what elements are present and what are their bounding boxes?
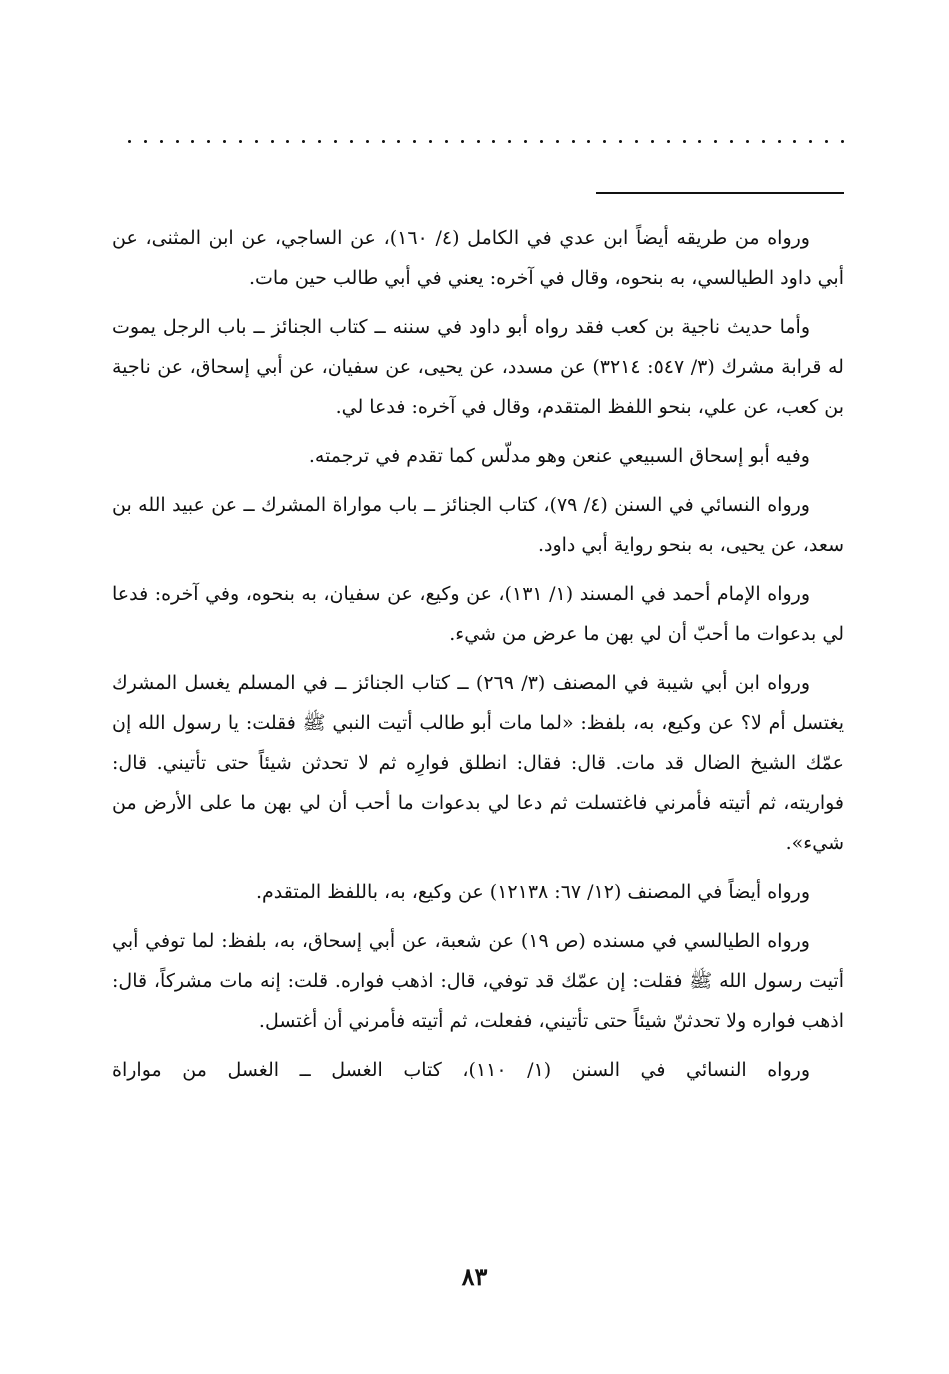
dot <box>730 140 733 143</box>
dot <box>160 140 163 143</box>
paragraph: ورواه الطيالسي في مسنده (ص ١٩) عن شعبة، عن أبي إسحاق، به، بلفظ: لما توفي أبي أتيت رسول الله ﷺ فقلت: إن عمّك قد توفي، قال: اذهب فواره. قلت: إنه مات مشركاً، قال: اذهب فواره ولا تحدثنّ شيئاً حتى تأتيني، ففعلت، ثم أتيته فأمرني أن أغتسل. <box>112 930 844 1032</box>
paragraph: ورواه النسائي في السنن (١/ ١١٠)، كتاب الغسل ــ الغسل من مواراة <box>112 1059 810 1081</box>
dot <box>841 140 844 143</box>
paragraph: ورواه أيضاً في المصنف (١٢/ ٦٧: ١٢١٣٨) عن وكيع، به، باللفظ المتقدم. <box>256 881 810 903</box>
paragraph: وأما حديث ناجية بن كعب فقد رواه أبو داود في سننه ــ كتاب الجنائز ــ باب الرجل يموت له قرابة مشرك (٣/ ٥٤٧: ٣٢١٤) عن مسدد، عن يحيى، عن سفيان، عن أبي إسحاق، عن ناجية بن كعب، عن علي، بنحو اللفظ المتقدم، وقال في آخره: فدعا لي. <box>112 316 844 418</box>
dot <box>382 140 385 143</box>
dot <box>825 140 828 143</box>
dot <box>286 140 289 143</box>
dot <box>698 140 701 143</box>
dot <box>524 140 527 143</box>
dot <box>302 140 305 143</box>
dot <box>144 140 147 143</box>
dot <box>318 140 321 143</box>
paragraph: ورواه الإمام أحمد في المسند (١/ ١٣١)، عن وكيع، عن سفيان، به بنحوه، وفي آخره: فدعا لي بدعوات ما أحبّ أن لي بهن ما عرض من شيء. <box>112 583 844 645</box>
dot <box>762 140 765 143</box>
dot <box>207 140 210 143</box>
dot <box>572 140 575 143</box>
dot <box>587 140 590 143</box>
dot <box>255 140 258 143</box>
paragraph: ورواه من طريقه أيضاً ابن عدي في الكامل (٤/ ١٦٠)، عن الساجي، عن ابن المثنى، عن أبي داود الطيالسي، به بنحوه، وقال في آخره: يعني في أبي طالب حين مات. <box>112 227 844 289</box>
dot <box>413 140 416 143</box>
paragraph: ورواه ابن أبي شيبة في المصنف (٣/ ٢٦٩) ــ كتاب الجنائز ــ في المسلم يغسل المشرك يغتسل أم لا؟ عن وكيع، به، بلفظ: «لما مات أبو طالب أتيت النبي ﷺ فقلت: يا رسول الله إن عمّك الشيخ الضال قد مات. قال: فقال: انطلق فوارِه ثم لا تحدثن شيئاً حتى تأتيني. قال: فواريته، ثم أتيته فأمرني فاغتسلت ثم دعا لي بدعوات ما أحب أن لي بهن ما على الأرض من شيء». <box>112 672 844 854</box>
dot <box>191 140 194 143</box>
dot <box>508 140 511 143</box>
paragraph: ورواه النسائي في السنن (٤/ ٧٩)، كتاب الجنائز ــ باب مواراة المشرك ــ عن عبيد الله بن سعد، عن يحيى، به بنحو رواية أبي داود. <box>112 494 844 556</box>
dot <box>556 140 559 143</box>
footnote-rule <box>596 192 844 194</box>
footnote-text <box>112 218 844 1090</box>
dot <box>683 140 686 143</box>
dot <box>492 140 495 143</box>
dot <box>429 140 432 143</box>
dot <box>239 140 242 143</box>
dot <box>461 140 464 143</box>
dot <box>809 140 812 143</box>
dot <box>635 140 638 143</box>
paragraph: وفيه أبو إسحاق السبيعي عنعن وهو مدلّس كما تقدم في ترجمته. <box>308 445 810 467</box>
dot <box>223 140 226 143</box>
dot <box>619 140 622 143</box>
dot <box>714 140 717 143</box>
dot <box>366 140 369 143</box>
dotted-separator <box>128 137 844 145</box>
dot <box>746 140 749 143</box>
dot <box>334 140 337 143</box>
dot <box>778 140 781 143</box>
dot <box>176 140 179 143</box>
dot <box>445 140 448 143</box>
dot <box>667 140 670 143</box>
dot <box>350 140 353 143</box>
dot <box>793 140 796 143</box>
dot <box>397 140 400 143</box>
page-number: ٨٣ <box>461 1262 488 1291</box>
dot <box>603 140 606 143</box>
dot <box>651 140 654 143</box>
dot <box>128 140 131 143</box>
dot <box>271 140 274 143</box>
dot <box>477 140 480 143</box>
dot <box>540 140 543 143</box>
